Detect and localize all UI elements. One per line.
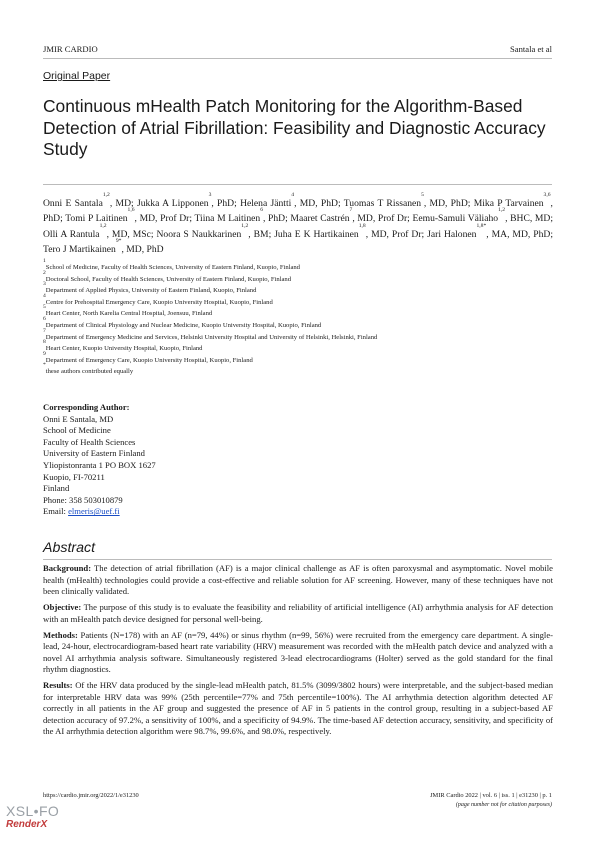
author-name: Maaret Castrén xyxy=(290,213,350,225)
author-degree: PhD xyxy=(268,213,286,225)
author: Jari Halonen$^{1,8*}$, MA, MD, PhD; xyxy=(427,222,553,240)
affiliation-mark: 4 xyxy=(43,292,46,299)
author: Tero J Martikainen$^{9*}$, MD, PhD xyxy=(43,237,164,255)
running-header xyxy=(43,44,552,58)
abstract-section-label: Methods: xyxy=(43,629,78,640)
affiliation-text: Department of Applied Physics, University of Eastern Finland, Kuopio, Finland xyxy=(45,287,257,295)
address-line: University of Eastern Finland xyxy=(43,448,145,459)
address-line: Onni E Santala, MD xyxy=(43,413,114,424)
author-list xyxy=(43,192,554,257)
affiliation xyxy=(43,281,558,297)
affiliation xyxy=(43,362,558,378)
author-degree: MD, PhD xyxy=(429,198,468,209)
abstract-heading: Abstract xyxy=(43,540,96,556)
address-line: Finland xyxy=(43,483,70,494)
author-affiliation-mark: 1,2 xyxy=(102,192,110,198)
author: Tomi P Laitinen$^{1,6}$, MD, Prof Dr; xyxy=(65,207,195,225)
affiliation-text: Doctoral School, Faculty of Health Sciences, University of Eastern Finland, Kuopio, Finland xyxy=(45,275,292,283)
author-degree: MD, Prof Dr xyxy=(139,213,190,225)
author: Maaret Castrén$^7$, MD, Prof Dr; xyxy=(290,207,413,225)
affiliation xyxy=(43,269,558,286)
author-affiliation-mark: 9* xyxy=(115,237,122,244)
author-affiliation-mark: 3 xyxy=(208,192,212,198)
watermark-line2: RenderX xyxy=(6,819,48,830)
footer-citation: JMIR Cardio 2022 | vol. 6 | iss. 1 | e31230 | p. 1 xyxy=(430,792,552,799)
author-degree: MD, MSc xyxy=(111,228,151,240)
affiliation-text: Department of Emergency Care, Kuopio University Hospital, Kuopio, Finland xyxy=(45,356,253,364)
affiliation-mark: 9 xyxy=(43,350,46,357)
abstract-section-text: Of the HRV data produced by the single-lead mHealth patch, 81.5% (3099/3802 hours) were interpretable, and the subject-based median for interpretable HRV data was 99% (25th percentile=77% and 75th percentile=100%). The AI arrhythmia detection algorithm detected AF correctly in all patients in the AF group and suggested the presence of AF in 5 patients in the control group, resulting in a subject-based AF detection accuracy of 97.2%, a sensitivity of 100%, and a specificity of 94.9%. The time-based AF detection accuracy, sensitivity, and specificity of the AI arrhythmia detection algorithm were 98.7%, 99.6%, and 98.0%, respectively. xyxy=(43,680,553,736)
affiliation-text: Centre for Prehospital Emergency Care, Kuopio University Hospital, Kuopio, Finland xyxy=(45,298,273,306)
author: Jukka A Lipponen$^3$, PhD; xyxy=(136,192,241,209)
author-name: Tero J Martikainen xyxy=(43,243,116,255)
corresponding-heading: Corresponding Author: xyxy=(43,402,130,412)
affiliation-text: Department of Emergency Medicine and Services, Helsinki University Hospital and University of Helsinki, Helsinki, Finland xyxy=(45,333,378,341)
affiliation-text: Heart Center, Kuopio University Hospital, Kuopio, Finland xyxy=(45,345,203,353)
article-url[interactable]: https://cardio.jmir.org/2022/1/e31230 xyxy=(43,792,139,799)
abstract-section-label: Background: xyxy=(43,563,92,573)
author: Onni E Santala$^{1,2}$, MD; xyxy=(43,192,137,209)
affiliation xyxy=(43,304,558,320)
corresponding-address xyxy=(43,414,343,507)
article-type: Original Paper xyxy=(43,70,111,82)
affiliation-text: Heart Center, North Karelia Central Hospital, Joensuu, Finland xyxy=(45,310,213,318)
running-author: Santala et al xyxy=(510,44,552,54)
address-line: Faculty of Health Sciences xyxy=(43,436,136,447)
author-affiliation-mark: 3,6 xyxy=(543,192,551,198)
author-affiliation-mark: 4 xyxy=(291,192,295,198)
renderer-watermark xyxy=(6,803,59,831)
address-line: School of Medicine xyxy=(43,425,111,436)
affiliation xyxy=(43,292,558,309)
abstract-section-label: Objective: xyxy=(43,602,82,612)
author-degree: BM xyxy=(253,228,269,240)
author-degree: PhD xyxy=(43,213,61,225)
affiliation-text: Department of Clinical Physiology and Nuclear Medicine, Kuopio University Hospital, Kuopio, Finland xyxy=(45,321,322,329)
footer-citation-block xyxy=(430,792,552,809)
affiliation xyxy=(43,339,558,355)
author-name: Helena Jäntti xyxy=(240,198,292,209)
author-name: Tuomas T Rissanen xyxy=(343,198,422,209)
watermark-line1: XSL•FO xyxy=(6,803,60,819)
author-name: Onni E Santala xyxy=(43,198,103,209)
author: Helena Jäntti$^4$, MD, PhD; xyxy=(240,192,344,209)
affiliation-text: these authors contributed equally xyxy=(45,368,134,376)
affiliation xyxy=(43,350,558,367)
title-divider xyxy=(43,184,552,185)
abstract-section-text: Patients (N=178) with an AF (n=79, 44%) or sinus rhythm (n=99, 56%) were recruited from the emergency care department. A single-lead, 24-hour, electrocardiogram-based heart rate variability (HRV) measurement was recorded with the mHealth patch device and analyzed with a novel AI arrhythmia analysis software. Simultaneously registered 3-lead electrocardiograms (Holter) served as the gold standard for the final rhythm diagnostics. xyxy=(43,629,553,674)
affiliation xyxy=(43,258,558,274)
author-affiliation-mark: 5 xyxy=(421,192,424,198)
corresponding-author-block xyxy=(43,402,343,518)
author-name: Jukka A Lipponen xyxy=(136,198,209,209)
author-affiliation-mark: 1,2 xyxy=(241,222,249,229)
author-degree: MD, PhD xyxy=(126,243,164,255)
author-degree: MD xyxy=(115,198,132,209)
address-line: Phone: 358 503010879 xyxy=(43,494,123,505)
affiliation-mark: 2 xyxy=(43,269,46,276)
author-affiliation-mark: 6 xyxy=(260,207,263,214)
abstract-section xyxy=(43,680,553,738)
footer-note: (page number not for citation purposes) xyxy=(455,801,552,808)
author-affiliation-mark: 1,6 xyxy=(127,207,135,214)
journal-name: JMIR CARDIO xyxy=(43,44,98,54)
affiliation-mark: * xyxy=(43,362,46,369)
abstract-divider xyxy=(43,559,552,560)
affiliation-mark: 8 xyxy=(43,339,46,346)
corresponding-email-line xyxy=(43,506,343,518)
author: Noora S Naukkarinen$^{1,2}$, BM; xyxy=(156,222,275,240)
author-degree: BHC, MD xyxy=(510,213,551,225)
author-degree: MA, MD, PhD xyxy=(491,228,551,240)
author-name: Noora S Naukkarinen xyxy=(156,228,242,240)
affiliation-mark: 6 xyxy=(43,315,46,322)
email-label: Email: xyxy=(43,506,69,517)
abstract-section xyxy=(43,563,553,598)
author-name: Juha E K Hartikainen xyxy=(274,228,359,240)
author-degree: MD, Prof Dr xyxy=(371,228,422,240)
author-name: Tomi P Laitinen xyxy=(65,213,128,225)
address-line: Kuopio, FI-70211 xyxy=(43,471,105,482)
abstract-section xyxy=(43,602,553,625)
author: Olli A Rantula$^{1,2}$, MD, MSc; xyxy=(43,222,157,240)
author: Mika P Tarvainen$^{3,6}$, PhD; xyxy=(43,192,553,225)
author-name: Tiina M Laitinen xyxy=(194,213,261,225)
abstract-section-text: The purpose of this study is to evaluate the feasibility and reliability of artificial intelligence (AI) arrhythmia analysis for AF detection with an mHealth patch device designed for personal well-being. xyxy=(43,602,553,624)
affiliation-text: School of Medicine, Faculty of Health Sciences, University of Eastern Finland, Kuopio, Finland xyxy=(45,264,300,271)
author-name: Jari Halonen xyxy=(427,228,477,240)
affiliation-mark: 5 xyxy=(43,304,46,311)
abstract-section-label: Results: xyxy=(43,680,73,690)
author-name: Eemu-Samuli Väliaho xyxy=(412,213,499,225)
affiliation-mark: 7 xyxy=(43,327,46,334)
author-affiliation-mark: 1,2 xyxy=(498,207,506,214)
author-affiliation-mark: 1,2 xyxy=(99,222,107,229)
author: Eemu-Samuli Väliaho$^{1,2}$, BHC, MD; xyxy=(412,207,554,225)
author-affiliation-mark: 1,8 xyxy=(358,222,366,229)
author: Tiina M Laitinen$^6$, PhD; xyxy=(194,207,291,225)
author-name: Mika P Tarvainen xyxy=(473,198,544,209)
paper-title: Continuous mHealth Patch Monitoring for the Algorithm-Based Detection of Atrial Fibrillation: Feasibility and Diagnostic Accuracy Study xyxy=(43,96,546,159)
abstract-section-text: The detection of atrial fibrillation (AF) is a major clinical challenge as AF is often paroxysmal and asymptomatic. Novel mobile health (mHealth) technologies could provide a cost-effective and reliable solution for AF screening. However, many of these techniques have not been clinically validated. xyxy=(43,563,553,596)
affiliation xyxy=(43,327,558,344)
affiliation-mark: 3 xyxy=(43,281,46,288)
abstract-body xyxy=(43,563,553,742)
author-name: Olli A Rantula xyxy=(43,228,100,240)
header-divider xyxy=(43,58,552,59)
author-affiliation-mark: 1,8* xyxy=(476,222,487,229)
address-line: Yliopistonranta 1 PO BOX 1627 xyxy=(43,459,156,470)
email-link[interactable]: elmeris@uef.fi xyxy=(68,506,120,517)
abstract-section xyxy=(43,630,553,676)
author-degree: MD, Prof Dr xyxy=(357,213,408,225)
affiliation-mark: 1 xyxy=(43,258,46,264)
author: Juha E K Hartikainen$^{1,8}$, MD, Prof Dr; xyxy=(274,222,428,240)
affiliation-list xyxy=(43,258,558,378)
affiliation xyxy=(43,315,558,332)
author-degree: MD, PhD xyxy=(299,198,338,209)
author: Tuomas T Rissanen$^5$, MD, PhD; xyxy=(343,192,474,209)
author-affiliation-mark: 7 xyxy=(349,207,353,214)
author-degree: PhD xyxy=(217,198,235,209)
